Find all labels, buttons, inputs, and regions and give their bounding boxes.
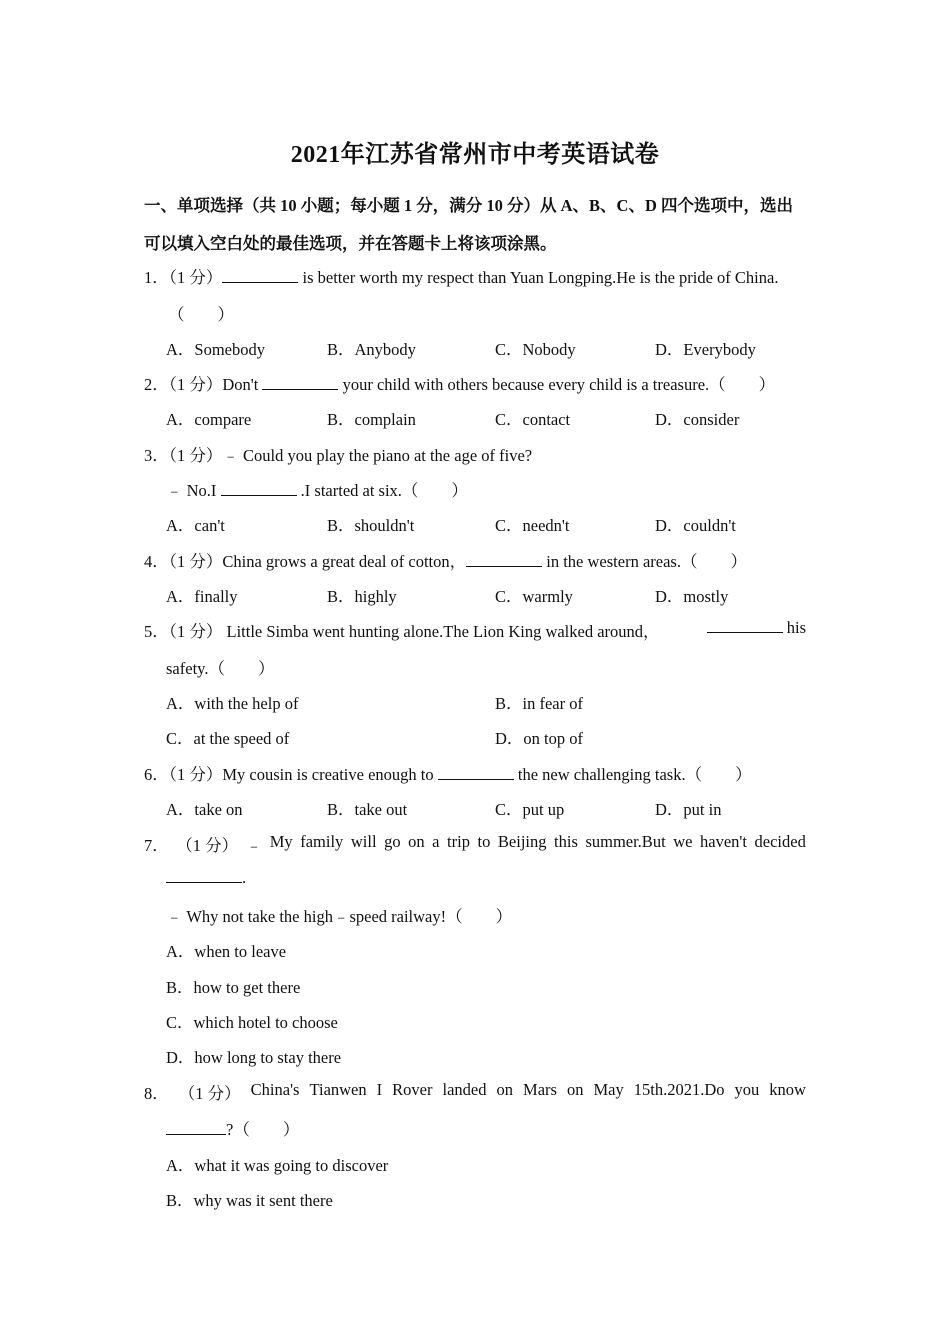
word: May <box>593 1080 624 1099</box>
question-8-option-a[interactable]: A．what it was going to discover <box>166 1156 389 1175</box>
question-3-line1 <box>144 442 532 466</box>
question-3-option-b[interactable]: B．shouldn't <box>327 516 415 535</box>
word: will <box>350 832 377 851</box>
question-5-option-c[interactable]: C．at the speed of <box>166 729 290 748</box>
question-6-option-c[interactable]: C．put up <box>495 800 565 819</box>
question-5-option-d[interactable]: D．on top of <box>495 729 583 748</box>
question-4-option-a[interactable]: A．finally <box>166 587 238 606</box>
question-8-line2 <box>166 1116 299 1140</box>
question-7-line3: ﹣ Why not take the high﹣speed railway!（ ） <box>166 907 513 926</box>
question-3-option-c[interactable]: C．needn't <box>495 516 570 535</box>
question-4-option-c[interactable]: C．warmly <box>495 587 573 606</box>
question-3-line2 <box>166 477 468 501</box>
question-number: 5． <box>144 622 169 641</box>
word: go <box>384 832 401 851</box>
word: Tianwen <box>309 1080 367 1099</box>
question-text-end: his <box>786 618 806 637</box>
word: this <box>554 832 578 851</box>
answer-blank <box>166 868 242 883</box>
word: on <box>496 1080 514 1099</box>
word: you <box>734 1080 760 1099</box>
question-number: 4． <box>144 552 169 571</box>
word: summer.But <box>585 832 666 851</box>
word: My <box>269 832 293 851</box>
question-7-option-d[interactable]: D．how long to stay there <box>166 1048 342 1067</box>
question-number: 8． <box>144 1084 169 1103</box>
question-score: （1 分） <box>176 836 239 855</box>
answer-blank <box>466 552 542 567</box>
word: haven't <box>700 832 747 851</box>
question-4-option-d[interactable]: D．mostly <box>655 587 729 606</box>
word: Rover <box>392 1080 433 1099</box>
word: China's <box>250 1080 300 1099</box>
question-text-before: My cousin is creative enough to <box>222 765 438 784</box>
question-4-line1 <box>144 548 747 572</box>
question-text: ﹣ Could you play the piano at the age of five? <box>222 446 533 465</box>
question-text-after: the new challenging task.（ ） <box>513 765 752 784</box>
question-1-line1 <box>144 264 806 288</box>
question-5-line1 <box>144 618 806 642</box>
question-2-option-a[interactable]: A．compare <box>166 410 252 429</box>
question-3-option-d[interactable]: D．couldn't <box>655 516 736 535</box>
question-7-option-c[interactable]: C．which hotel to choose <box>166 1013 338 1032</box>
question-2-line1 <box>144 371 775 395</box>
question-7-line1 <box>144 832 806 856</box>
question-number: 2． <box>144 375 169 394</box>
question-number: 6． <box>144 765 169 784</box>
question-8-line1 <box>144 1080 806 1104</box>
question-text: Little Simba went hunting alone.The Lion King walked around， <box>226 622 660 641</box>
question-1-option-b[interactable]: B．Anybody <box>327 340 416 359</box>
answer-blank <box>262 375 338 390</box>
question-5-option-a[interactable]: A．with the help of <box>166 694 299 713</box>
question-text-before: China grows a great deal of cotton， <box>222 552 467 571</box>
question-score: （1 分） <box>168 268 223 287</box>
question-text-after: in the western areas.（ ） <box>542 552 747 571</box>
exam-title: 2021年江苏省常州市中考英语试卷 <box>290 142 660 168</box>
question-7-line2 <box>166 868 246 888</box>
question-1-option-a[interactable]: A．Somebody <box>166 340 265 359</box>
question-5-option-b[interactable]: B．in fear of <box>495 694 583 713</box>
section-instruction-line1: 一、单项选择（共 10 小题；每小题 1 分，满分 10 分）从 A、B、C、D 四个选项中，选出 <box>144 196 794 215</box>
question-6-option-d[interactable]: D．put in <box>655 800 722 819</box>
question-7-option-a[interactable]: A．when to leave <box>166 942 287 961</box>
question-number: 7． <box>144 836 169 855</box>
question-2-option-b[interactable]: B．complain <box>327 410 416 429</box>
word: on <box>408 832 425 851</box>
question-6-option-b[interactable]: B．take out <box>327 800 408 819</box>
question-text-before: ﹣ No.I <box>166 481 221 500</box>
question-text-after: your child with others because every child is a treasure.（ ） <box>338 375 776 394</box>
question-2-option-d[interactable]: D．consider <box>655 410 740 429</box>
word: trip <box>447 832 470 851</box>
question-number: 1． <box>144 268 169 287</box>
question-8-option-b[interactable]: B．why was it sent there <box>166 1191 333 1210</box>
answer-blank <box>221 481 297 496</box>
word: landed <box>442 1080 487 1099</box>
question-text-before: Don't <box>222 375 263 394</box>
word: 15th.2021.Do <box>633 1080 725 1099</box>
question-1-paren: （ ） <box>168 305 234 324</box>
word: a <box>432 832 440 851</box>
word: decided <box>754 832 806 851</box>
question-1-option-c[interactable]: C．Nobody <box>495 340 576 359</box>
word: to <box>477 832 491 851</box>
word: I <box>376 1080 383 1099</box>
question-6-option-a[interactable]: A．take on <box>166 800 243 819</box>
answer-blank <box>438 765 514 780</box>
question-score: （1 分） <box>168 375 223 394</box>
question-7-option-b[interactable]: B．how to get there <box>166 978 301 997</box>
word: Mars <box>523 1080 557 1099</box>
question-score: （1 分） <box>178 1084 241 1103</box>
question-score: （1 分） <box>168 622 223 641</box>
question-5-line2: safety.（ ） <box>166 659 275 678</box>
question-3-option-a[interactable]: A．can't <box>166 516 225 535</box>
question-text-end: . <box>242 868 247 887</box>
word: ﹣ <box>245 836 263 855</box>
question-text: is better worth my respect than Yuan Longping.He is the pride of China. <box>298 268 779 287</box>
answer-blank <box>166 1120 226 1135</box>
question-4-option-b[interactable]: B．highly <box>327 587 397 606</box>
question-score: （1 分） <box>168 552 223 571</box>
word: family <box>300 832 344 851</box>
question-score: （1 分） <box>168 765 223 784</box>
word: we <box>673 832 693 851</box>
question-6-line1 <box>144 761 752 785</box>
question-text-after: .I started at six.（ ） <box>296 481 468 500</box>
section-instruction-line2: 可以填入空白处的最佳选项，并在答题卡上将该项涂黑。 <box>144 234 557 253</box>
question-score: （1 分） <box>168 446 223 465</box>
question-1-option-d[interactable]: D．Everybody <box>655 340 756 359</box>
word: on <box>566 1080 584 1099</box>
question-number: 3． <box>144 446 169 465</box>
question-text-end: ?（ ） <box>226 1120 300 1139</box>
answer-blank <box>707 618 783 633</box>
question-2-option-c[interactable]: C．contact <box>495 410 571 429</box>
answer-blank <box>222 268 298 283</box>
word: Beijing <box>497 832 547 851</box>
word: know <box>769 1080 806 1099</box>
